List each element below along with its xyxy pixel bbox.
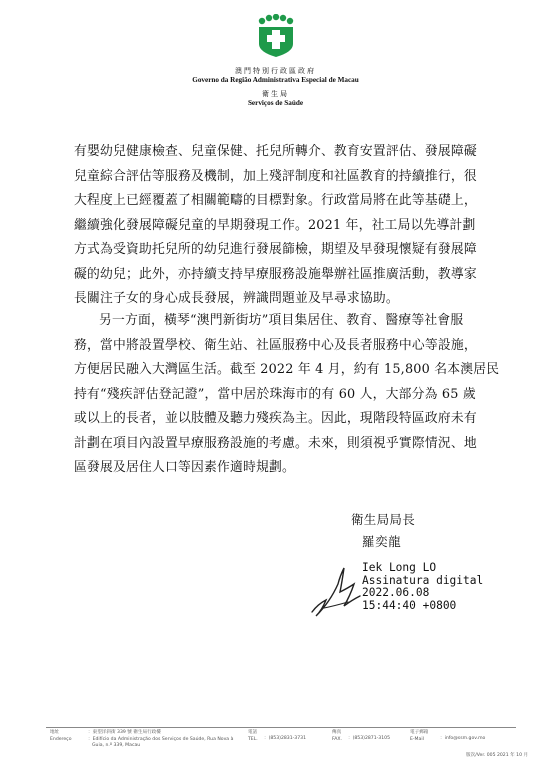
- paragraph-line: 有嬰幼兒健康檢查、兒童保健、托兒所轉介、教育安置評估、發展障礙: [74, 144, 477, 159]
- footer-fax-label: [332, 730, 342, 743]
- address-label-zh: 地址: [50, 730, 60, 735]
- government-name-portuguese: Governo da Região Administrativa Especial de Macau: [192, 76, 359, 84]
- email-value: ：info@ssm.gov.mo: [440, 736, 486, 741]
- body-paragraph-1: [74, 140, 494, 312]
- email-label-pt: E-Mail: [410, 736, 424, 742]
- paragraph-line: 方式為受資助托兒所的幼兒進行發展篩檢，期望及早發現懷疑有發展障: [74, 242, 477, 257]
- paragraph-line: 持有“殘疾評估登記證”，當中居於珠海市的有 60 人，大部分為 65 歲: [74, 386, 476, 402]
- address-line: Guia, n.º 339, Macau: [92, 743, 141, 748]
- fax-label-zh: 傳真: [332, 730, 342, 735]
- paragraph-line: 另一方面，橫琴“澳門新街坊”項目集居住、教育、醫療等社會服: [99, 313, 464, 328]
- digital-signature-time: 15:44:40 +0800: [362, 598, 457, 612]
- fax-value: ：(853)2871-3105: [348, 736, 390, 741]
- tel-value: ：(853)2831-3731: [264, 736, 306, 741]
- department-name-chinese: 衛生局: [262, 90, 289, 98]
- paragraph-line: 大程度上已經覆蓋了相關範疇的目標對象。行政當局將在此等基礎上，: [74, 193, 477, 208]
- footer-divider: [46, 727, 516, 728]
- health-services-logo: [256, 14, 296, 58]
- government-name-chinese: 澳門特別行政區政府: [235, 67, 316, 75]
- fax-label-pt: FAX.: [332, 736, 342, 742]
- paragraph-line: 計劃在項目內設置早療服務設施的考慮。未來，則須視乎實際情況、地: [74, 435, 477, 451]
- footer-fax-value: [348, 736, 390, 743]
- paragraph-line: 兒童綜合評估等服務及機制，加上殘評制度和社區教育的持續推行，很: [74, 168, 477, 184]
- letterhead: [0, 14, 551, 108]
- digital-signature-label: Assinatura digital: [362, 573, 484, 587]
- department-name-portuguese: Serviços de Saúde: [247, 99, 304, 107]
- address-line: ：東望洋斜街 339 號 衛生局行政樓: [88, 730, 161, 735]
- address-label-pt: Endereço: [50, 736, 72, 742]
- footer-tel-label: [248, 730, 258, 743]
- address-line: ：Edifício da Administração dos Serviços de Saúde, Rua Nova à: [88, 736, 234, 742]
- footer-address-label: [50, 730, 72, 743]
- paragraph-line: 區發展及居住人口等因素作適時規劃。: [74, 460, 295, 475]
- signatory-title: 衛生局局長: [351, 512, 416, 527]
- form-version: 版次/Ver. 005 2021 年 10 月: [466, 753, 529, 758]
- tel-label-pt: TEL.: [248, 736, 258, 742]
- paragraph-line: 長關注子女的身心成長發展，辨識問題並及早尋求協助。: [74, 291, 399, 306]
- tel-label-zh: 電話: [248, 730, 258, 735]
- digital-signature-date: 2022.06.08: [362, 586, 430, 600]
- signatory-name: 羅奕龍: [362, 534, 402, 549]
- paragraph-line: 或以上的長者，並以肢體及聽力殘疾為主。因此，現階段特區政府未有: [74, 411, 477, 426]
- body-paragraph-2: [74, 309, 500, 481]
- paragraph-line: 方便居民融入大灣區生活。截至 2022 年 4 月，約有 15,800 名本澳居民: [74, 362, 500, 377]
- digital-signature-stamp: [362, 562, 483, 612]
- email-label-zh: 電子郵箱: [410, 730, 429, 735]
- footer-address: [88, 730, 233, 750]
- digital-signature-signer: Iek Long LO: [362, 561, 437, 574]
- footer-email-value: [440, 736, 485, 743]
- footer-email-label: [410, 730, 428, 743]
- handwritten-signature: [304, 562, 366, 620]
- paragraph-line: 礙的幼兒；此外，亦持續支持早療服務設施舉辦社區推廣活動，教導家: [74, 266, 477, 282]
- paragraph-line: 務，當中將設置學校、衛生站、社區服務中心及長者服務中心等設施，: [74, 337, 477, 353]
- paragraph-line: 繼續強化發展障礙兒童的早期發現工作。2021 年，社工局以先導計劃: [74, 217, 476, 233]
- footer-tel-value: [264, 736, 306, 743]
